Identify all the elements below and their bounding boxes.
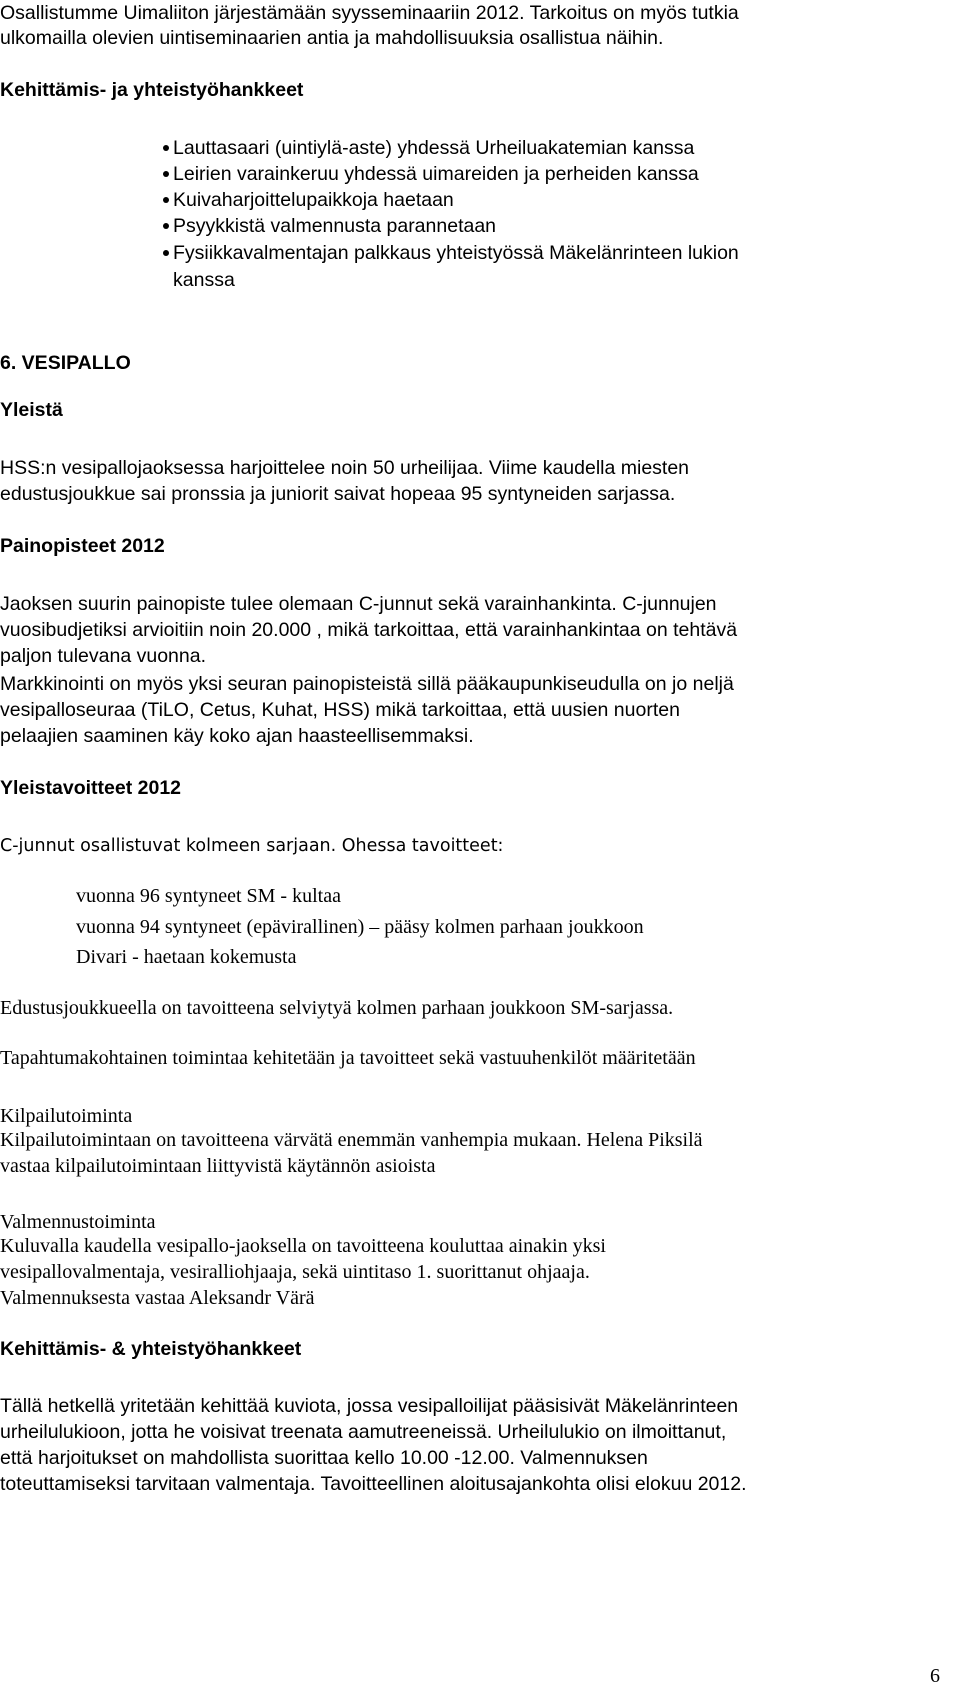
goals-intro: C-junnut osallistuvat kolmeen sarjaan. Ohessa tavoitteet:	[0, 836, 504, 856]
goal-team: Edustusjoukkueella on tavoitteena selviytyä kolmen parhaan joukkoon SM-sarjassa.	[0, 997, 674, 1019]
dev-line: että harjoitukset on mahdollista suorittaa kello 10.00 -12.00. Valmennuksen	[0, 1447, 648, 1469]
focus-line: vuosibudjetiksi arvioitiin noin 20.000 , mikä tarkoittaa, että varainhankintaa on tehtävä	[0, 619, 738, 641]
list-item-continuation: kanssa	[173, 269, 235, 291]
list-item: Lauttasaari (uintiylä-aste) yhdessä Urheiluakatemian kanssa	[173, 137, 695, 159]
focus-line: Jaoksen suurin painopiste tulee olemaan C-junnut sekä varainhankinta. C-junnujen	[0, 593, 717, 615]
intro-line-2: ulkomailla olevien uintiseminaarien antia ja mahdollisuuksia osallistua näihin.	[0, 27, 664, 49]
focus-line: Markkinointi on myös yksi seuran painopisteistä sillä pääkaupunkiseudulla on jo neljä	[0, 673, 734, 695]
focus-line: paljon tulevana vuonna.	[0, 645, 206, 667]
bullet-dot-icon	[163, 250, 169, 256]
list-item: Psyykkistä valmennusta parannetaan	[173, 215, 497, 237]
competition-line-1: Kilpailutoimintaan on tavoitteena värvätä enemmän vanhempia mukaan. Helena Piksilä	[0, 1129, 703, 1151]
bullet-dot-icon	[163, 223, 169, 229]
list-item: Leirien varainkeruu yhdessä uimareiden ja perheiden kanssa	[173, 163, 699, 185]
general-line-1: HSS:n vesipallojaoksessa harjoittelee noin 50 urheilijaa. Viime kaudella miesten	[0, 457, 690, 479]
swim-dev-heading: Kehittämis- ja yhteistyöhankkeet	[0, 79, 304, 101]
dev-line: urheilulukioon, jotta he voisivat treenata aamutreeneissä. Urheilulukio on ilmoittanut,	[0, 1421, 727, 1443]
goal-events: Tapahtumakohtainen toimintaa kehitetään ja tavoitteet sekä vastuuhenkilöt määritetään	[0, 1047, 696, 1069]
competition-line-2: vastaa kilpailutoimintaan liittyvistä käytännön asioista	[0, 1155, 436, 1177]
coaching-line-3: Valmennuksesta vastaa Aleksandr Värä	[0, 1287, 315, 1309]
bullet-dot-icon	[163, 197, 169, 203]
coaching-line-2: vesipallovalmentaja, vesiralliohjaaja, sekä uintitaso 1. suorittanut ohjaaja.	[0, 1261, 590, 1283]
dev-line: Tällä hetkellä yritetään kehittää kuviota, jossa vesipalloilijat pääsisivät Mäkelänrinteen	[0, 1395, 739, 1417]
section-title: 6. VESIPALLO	[0, 352, 131, 374]
bullet-dot-icon	[163, 171, 169, 177]
goals-item: vuonna 96 syntyneet SM - kultaa	[76, 885, 341, 907]
competition-heading: Kilpailutoiminta	[0, 1105, 133, 1127]
goals-heading: Yleistavoitteet 2012	[0, 777, 182, 799]
focus-line: pelaajien saaminen käy koko ajan haasteellisemmaksi.	[0, 725, 474, 747]
general-line-2: edustusjoukkue sai pronssia ja juniorit saivat hopeaa 95 syntyneiden sarjassa.	[0, 483, 676, 505]
dev-heading: Kehittämis- & yhteistyöhankkeet	[0, 1338, 302, 1360]
focus-line: vesipalloseuraa (TiLO, Cetus, Kuhat, HSS) mikä tarkoittaa, että uusien nuorten	[0, 699, 680, 721]
coaching-heading: Valmennustoiminta	[0, 1211, 156, 1233]
page-number: 6	[930, 1665, 940, 1687]
goals-item: vuonna 94 syntyneet (epävirallinen) – pääsy kolmen parhaan joukkoon	[76, 916, 644, 938]
dev-line: toteuttamiseksi tarvitaan valmentaja. Tavoitteellinen aloitusajankohta olisi elokuu 2012.	[0, 1473, 747, 1495]
focus-heading: Painopisteet 2012	[0, 535, 165, 557]
general-heading: Yleistä	[0, 399, 63, 421]
list-item: Fysiikkavalmentajan palkkaus yhteistyössä Mäkelänrinteen lukion	[173, 242, 739, 264]
bullet-dot-icon	[163, 145, 169, 151]
intro-line-1: Osallistumme Uimaliiton järjestämään syysseminaariin 2012. Tarkoitus on myös tutkia	[0, 2, 739, 24]
list-item: Kuivaharjoittelupaikkoja haetaan	[173, 189, 454, 211]
coaching-line-1: Kuluvalla kaudella vesipallo-jaoksella on tavoitteena kouluttaa ainakin yksi	[0, 1235, 606, 1257]
goals-item: Divari - haetaan kokemusta	[76, 946, 297, 968]
